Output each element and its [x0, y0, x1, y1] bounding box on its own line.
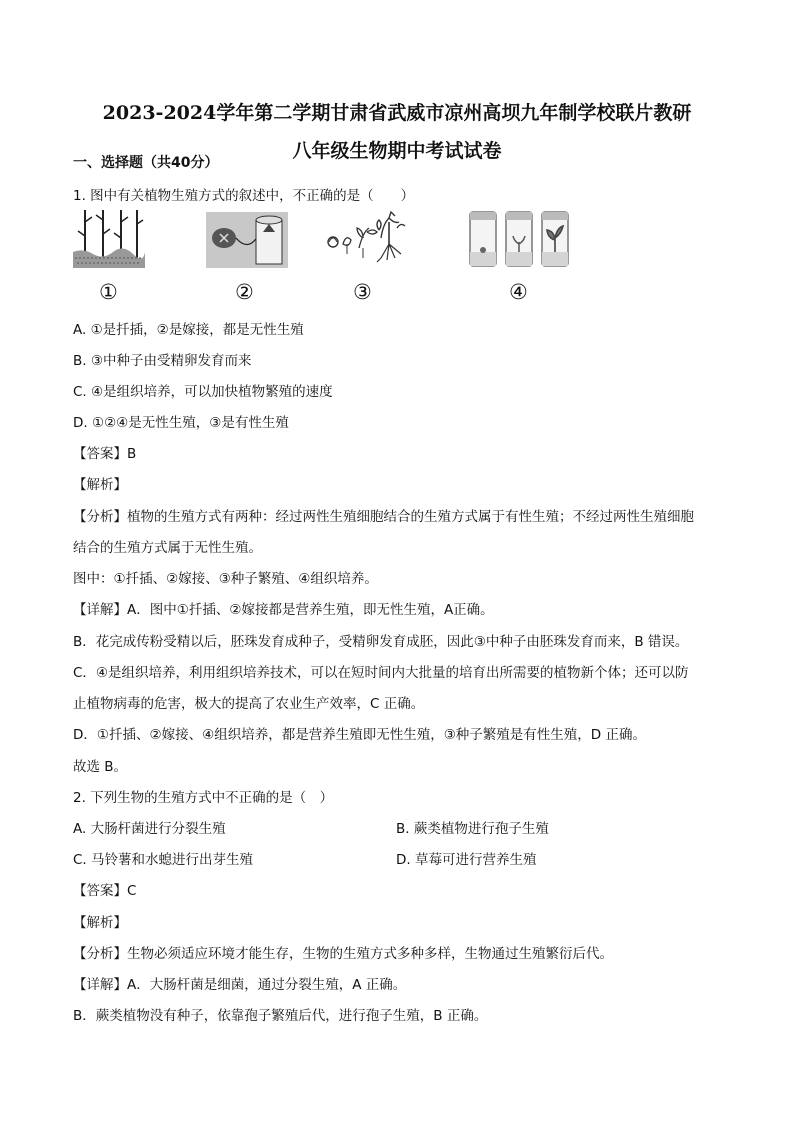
section-heading: 一、选择题（共40分）	[73, 155, 219, 171]
doc-title-line2: 八年级生物期中考试试卷	[292, 140, 502, 162]
q1-analysis-line: 图中：①扦插、②嫁接、③种子繁殖、④组织培养。	[73, 571, 378, 587]
q1-answer: 【答案】B	[73, 446, 137, 462]
q2-analysis-line: 【分析】生物必须适应环境才能生存，生物的生殖方式多种多样，生物通过生殖繁衍后代。	[73, 946, 613, 962]
q1-option-c: C. ④是组织培养，可以加快植物繁殖的速度	[73, 384, 333, 400]
figure-label-3: ③	[353, 280, 372, 304]
figure-label-2: ②	[235, 280, 254, 304]
q2-option-b: B. 蕨类植物进行孢子生殖	[396, 821, 549, 837]
q2-analysis-line: B．蕨类植物没有种子，依靠孢子繁殖后代，进行孢子生殖，B 正确。	[73, 1008, 488, 1024]
q1-analysis-tag: 【解析】	[73, 477, 127, 493]
q2-stem: 2. 下列生物的生殖方式中不正确的是（ ）	[73, 790, 334, 806]
q1-stem: 1. 图中有关植物生殖方式的叙述中，不正确的是（ ）	[73, 188, 415, 204]
figure-tissue-culture	[468, 208, 572, 270]
q1-analysis-line: 结合的生殖方式属于无性生殖。	[73, 540, 262, 556]
q2-analysis-tag: 【解析】	[73, 915, 127, 931]
q1-option-d: D. ①②④是无性生殖，③是有性生殖	[73, 415, 289, 431]
q2-answer: 【答案】C	[73, 883, 137, 899]
figure-seed-propagation	[323, 208, 407, 268]
figure-cutting	[73, 208, 145, 268]
q2-option-a: A. 大肠杆菌进行分裂生殖	[73, 821, 226, 837]
q1-analysis-line: B．花完成传粉受精以后，胚珠发育成种子，受精卵发育成胚，因此③中种子由胚珠发育而来，B 错误。	[73, 634, 689, 650]
q2-option-c: C. 马铃薯和水螅进行出芽生殖	[73, 852, 254, 868]
doc-title-line1: 2023-2024学年第二学期甘肃省武威市凉州高坝九年制学校联片教研	[102, 102, 692, 124]
q2-option-d: D. 草莓可进行营养生殖	[396, 852, 537, 868]
q1-analysis-line: 【分析】植物的生殖方式有两种：经过两性生殖细胞结合的生殖方式属于有性生殖；不经过两性生殖细胞	[73, 509, 694, 525]
q1-analysis-line: C．④是组织培养，利用组织培养技术，可以在短时间内大批量的培育出所需要的植物新个体；还可以防	[73, 665, 689, 681]
q1-analysis-line: 【详解】A．图中①扦插、②嫁接都是营养生殖，即无性生殖，A正确。	[73, 602, 494, 618]
q2-analysis-line: 【详解】A．大肠杆菌是细菌，通过分裂生殖，A 正确。	[73, 977, 407, 993]
q1-analysis-line: 止植物病毒的危害，极大的提高了农业生产效率，C 正确。	[73, 696, 425, 712]
figure-label-1: ①	[99, 280, 118, 304]
q1-option-b: B. ③中种子由受精卵发育而来	[73, 353, 252, 369]
q1-analysis-line: 故选 B。	[73, 759, 128, 775]
q1-analysis-line: D．①扦插、②嫁接、④组织培养，都是营养生殖即无性生殖，③种子繁殖是有性生殖，D 正确。	[73, 727, 646, 743]
figure-grafting	[206, 208, 288, 270]
figure-label-4: ④	[509, 280, 528, 304]
q1-option-a: A. ①是扦插，②是嫁接，都是无性生殖	[73, 322, 304, 338]
